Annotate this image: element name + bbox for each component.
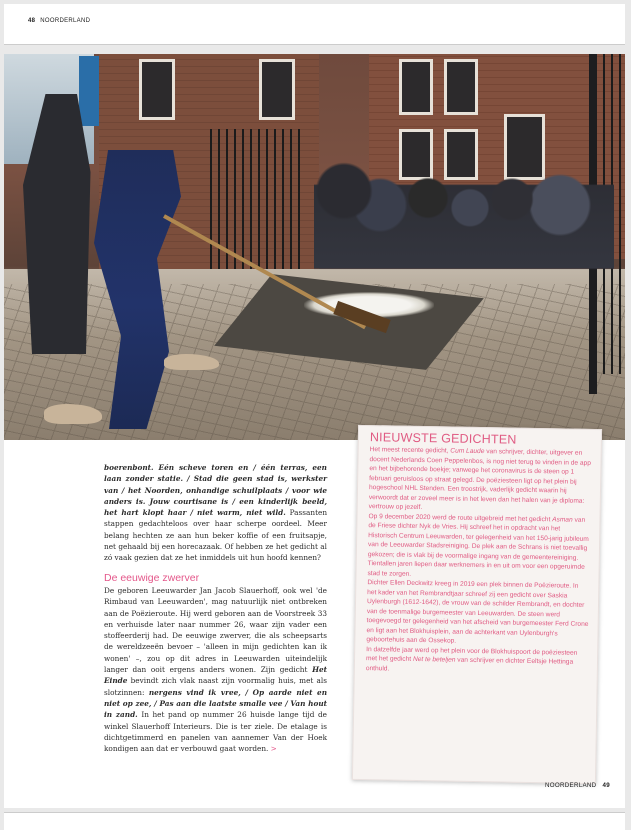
paragraph-text: In het pand op nummer 26 huisde lange tijd de winkel Slauerhoff Interieurs. Die is ter ziele. De etalage is dichtgetimmerd en panelen van aannemer Van der Hoek kondigen aan dat er verbouwd gaat worden.	[104, 710, 327, 754]
poem-title: Cum Laude	[450, 447, 485, 456]
paragraph-text: bevindt zich vlak naast zijn voormalig huis, met als slotzinnen:	[104, 676, 327, 697]
sidebar-paragraph	[367, 512, 590, 582]
next-page-strip	[4, 812, 625, 830]
photo-banner	[79, 56, 101, 126]
sidebar-text: In datzelfde jaar werd op het plein voor de Blokhuispoort de poëziesteen met het gedicht	[365, 645, 578, 663]
article-column	[104, 462, 327, 754]
sidebar-text: Op 9 december 2020 werd de route uitgebreid met het gedicht	[368, 512, 551, 523]
paragraph-text: De geboren Leeuwarder Jan Jacob Slauerhoff, ook wel 'de Rimbaud van Leeuwarden', mag natuurlijk niet ontbreken aan de Poëzieroute. Hij werd geboren aan de Voorstreek 33 en verhuisde later naar nummer 26, waar zijn vader een stoffeerderij had. De eeuwige zwerver, die als scheepsarts de wereldzeeën bevoer – 'alleen in mijn gedichten kan ik wonen' –, zou op dit adres in Leeuwarden uiteindelijk langer dan ooit ergens anders wonen. Zijn gedicht	[104, 585, 327, 675]
bottom-page-number: 49	[602, 782, 610, 789]
poem-quote: nergens vind ik vree, / Op aarde niet en niet op zee, / Pas aan die laatste smalle vee / Van hout in zand.	[104, 687, 327, 720]
sidebar-text: van schrijver, dichter, uitgever en docent Nederlands Coen Peppelenbos, is nog niet terug te vinden in de app en het bijbehorende boekje; vanwege het coronavirus is de steen op 1 februari geruisloos op straat gelegd. De poëziesteen ligt op het plein bij hogeschool NHL Stenden. Een troostrijk, vaderlijk gedicht waarin hij verwoordt dat er zoveel meer is in het leven dan het halen van je diploma: vertrouw op jezelf.	[368, 448, 591, 512]
photo-shoe	[164, 354, 219, 370]
sidebar-paragraph	[366, 645, 588, 677]
sidebar-title: NIEUWSTE GEDICHTEN	[369, 430, 517, 447]
continue-arrow[interactable]: >	[270, 744, 277, 754]
previous-page-strip	[4, 4, 625, 45]
sidebar-text: van schrijver en dichter Eeltsje Hettinga onthuld.	[365, 656, 574, 672]
photo-window	[444, 59, 478, 115]
magazine-page	[4, 54, 625, 808]
bottom-folio	[545, 782, 610, 789]
top-page-number: 48	[28, 18, 36, 24]
intro-text: Passanten stappen gedachteloos over haar scherpe oordeel. Meer belang hechten ze aan hun beker koffie of een fruitsapje, net gehaald bij een horecazaak. Of hebben ze het gedicht al zó vaak gezien dat ze het inmiddels uit hun hoofd kennen?	[104, 508, 328, 563]
sidebar-paragraph: Dichter Ellen Deckwitz kreeg in 2019 een plek binnen de Poëzieroute. In het kader van het Rembrandtjaar schreef zij een gedicht over Saskia Uylenburgh (1612-1642), de vrouw van de schilder Rembrandt, en dochter van de toenmalige burgemeester van Leeuwarden. De steen werd toegevoegd ter gelegenheid van het afscheid van burgemeester Ferd Crone en ligt aan het Blokhuisplein, aan de achterkant van Uylenburgh's geboortehuis aan de Ossekop.	[366, 579, 589, 645]
poem-title: Net te beteljen	[412, 655, 456, 664]
poem-title: Asman	[552, 515, 573, 524]
top-folio	[28, 18, 90, 24]
sidebar-box	[352, 425, 602, 784]
sidebar-paragraph	[369, 445, 592, 515]
intro-poem-quote: boerenbont. Eén scheve toren en / één terras, een laan zonder statie. / Stad die geen stad is, werkster van / het Noorden, onhandige schuilplaats / voor wie anders is. Jouw courtisane is / een kinderlijk beeld, het hart klopt haar / niet warm, niet wild.	[104, 463, 327, 518]
article-photo	[4, 54, 625, 440]
photo-window	[399, 59, 433, 115]
top-magazine-name: NOORDERLAND	[40, 18, 91, 24]
photo-window	[259, 59, 295, 120]
sidebar-text: van de Friese dichter Nyk de Vries. Hij schreef het in opdracht van het Historisch Centrum Leeuwarden, ter gelegenheid van het 150-jarig jubileum van de Leeuwarder Stadsreiniging. De plek aan de Schrans is niet toevallig gekozen; die is vlak bij de voormalige ingang van de gemeentereiniging. Tientallen jaren liepen daar werknemers in en uit om voor een opgeruimde stad te zorgen.	[367, 516, 589, 578]
sidebar-text: Het meest recente gedicht,	[369, 446, 449, 455]
photo-window	[139, 59, 175, 120]
poem-title: Het Einde	[104, 665, 327, 686]
bottom-magazine-name: NOORDERLAND	[545, 782, 597, 789]
article-paragraph	[104, 585, 327, 754]
article-subheading: De eeuwige zwerver	[104, 571, 200, 584]
article-intro	[104, 462, 327, 564]
photo-crowd	[314, 149, 614, 289]
